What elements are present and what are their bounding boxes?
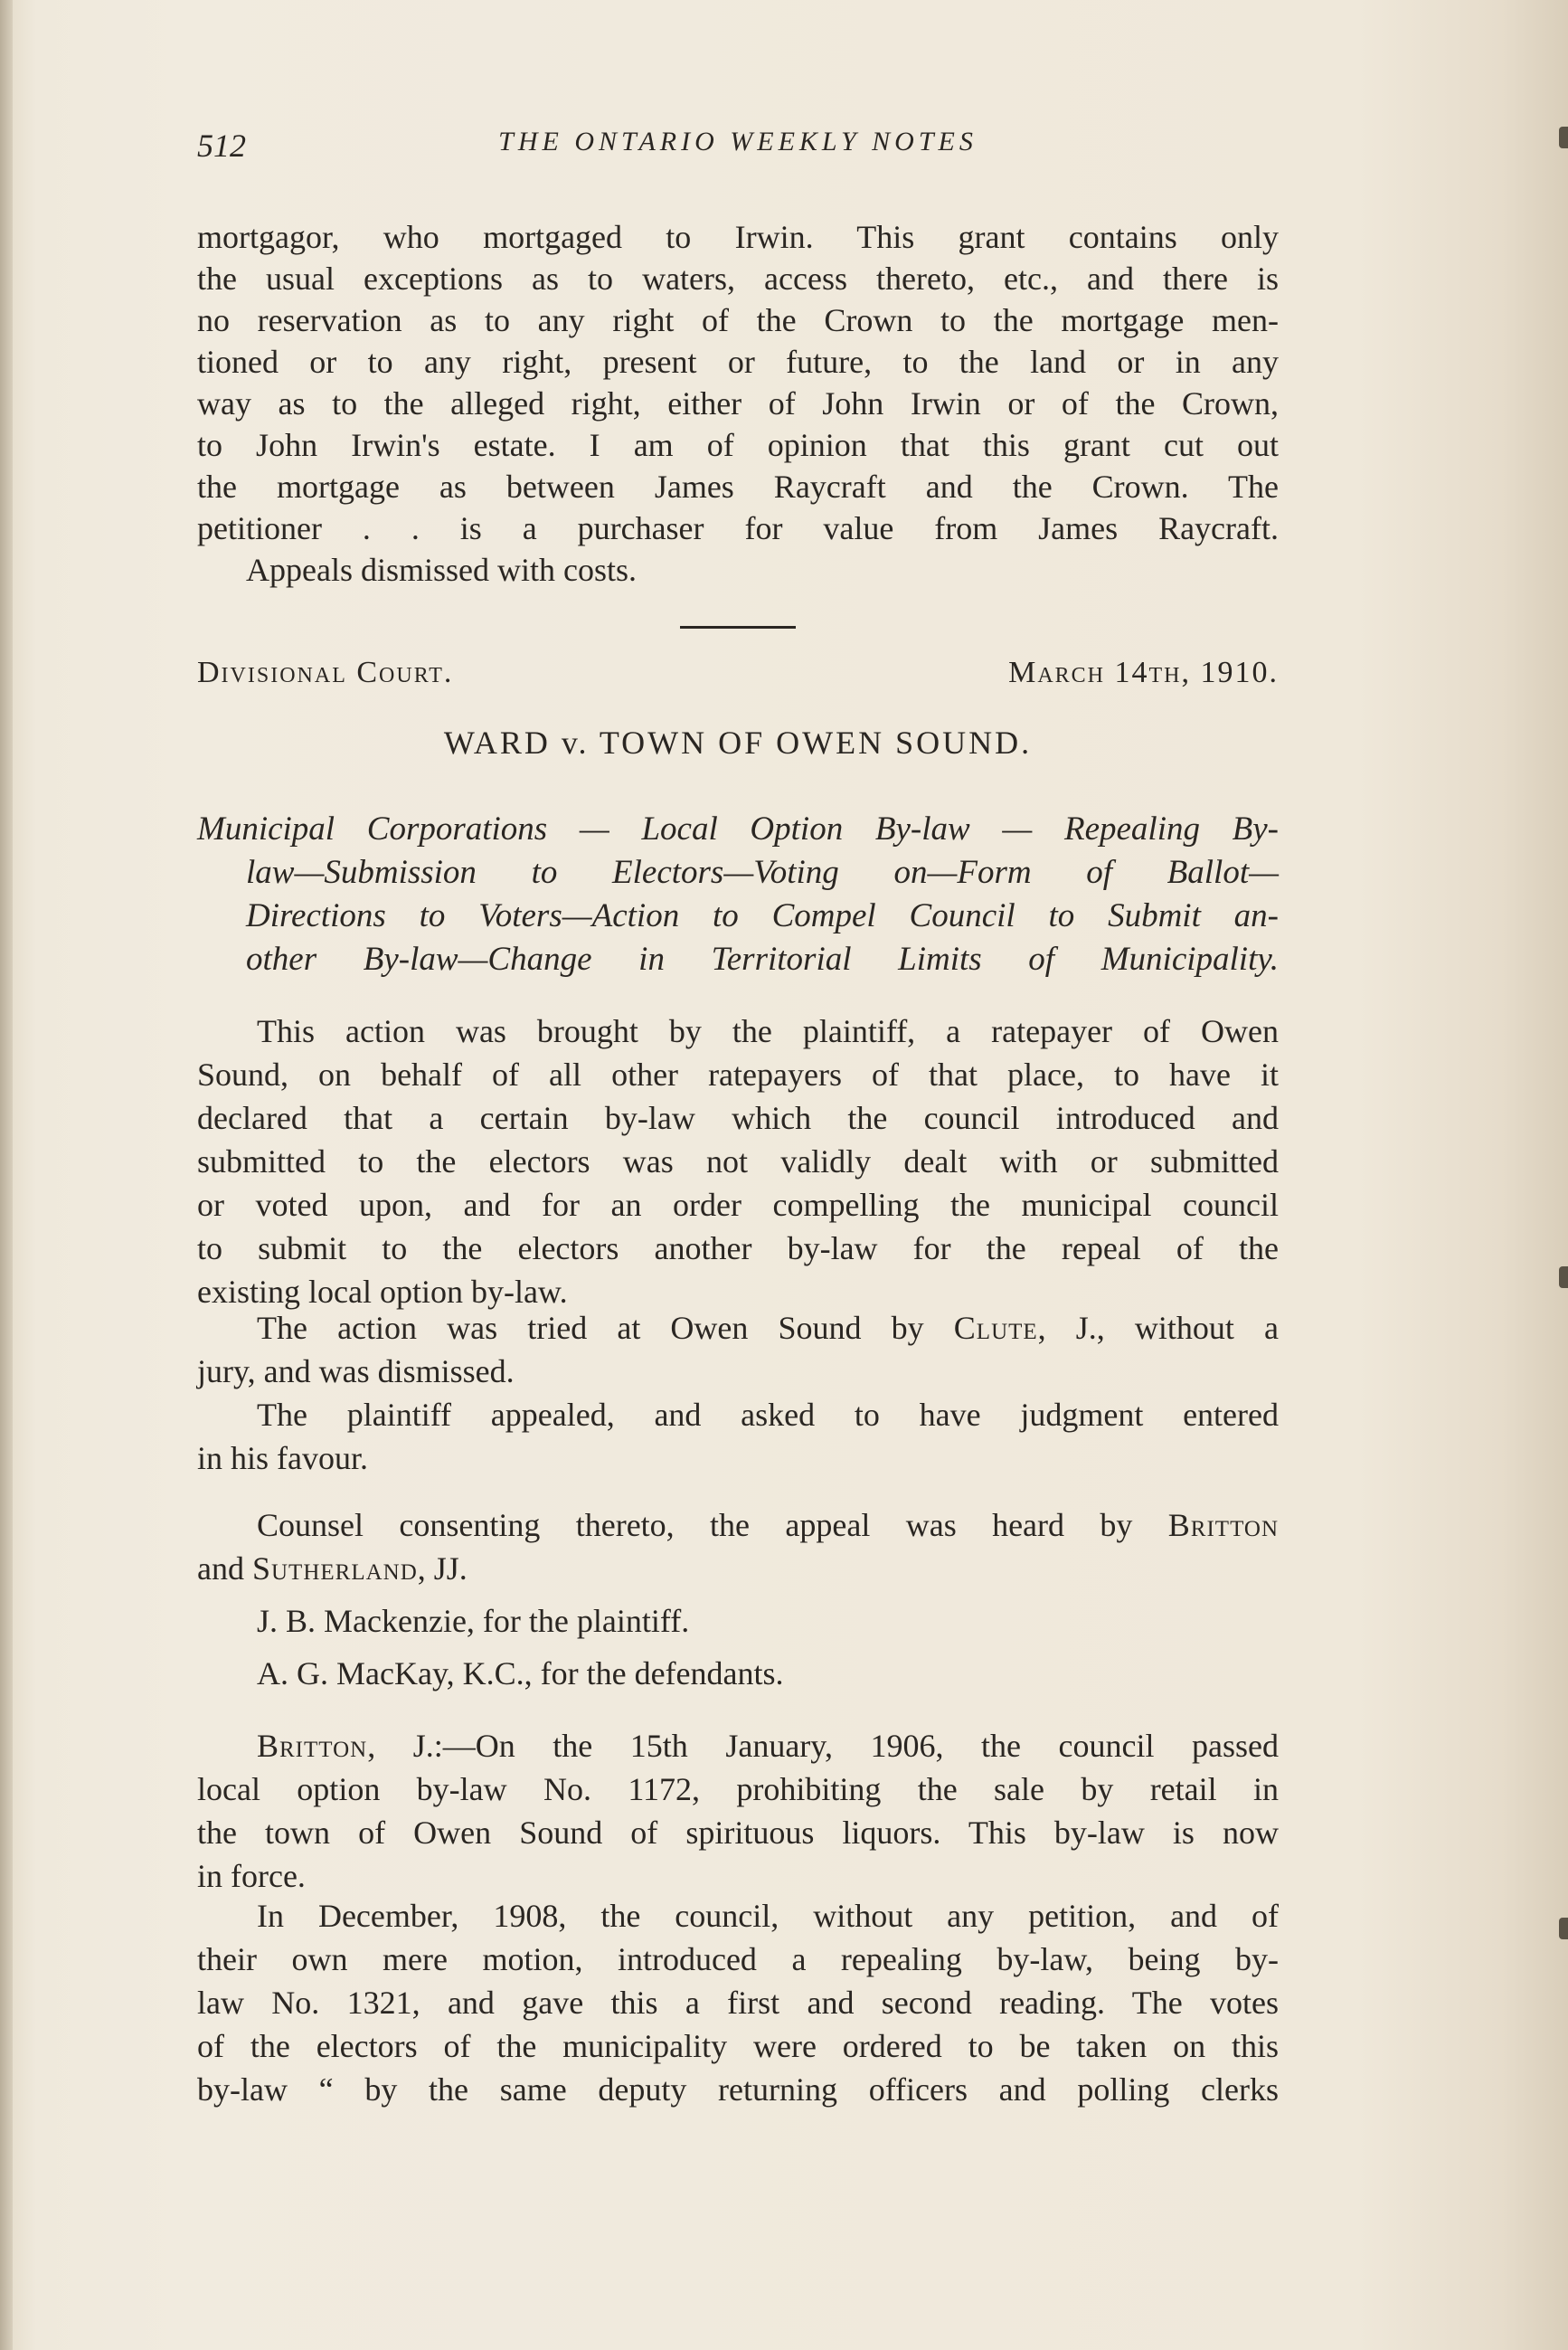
page-edge-mark [1559, 127, 1568, 148]
text-line: This action was brought by the plaintiff, a ratepayer of Owen [257, 1013, 1279, 1049]
counsel-line: A. G. MacKay, K.C., for the defendants. [257, 1655, 784, 1691]
court-name: Divisional Court. [197, 656, 454, 689]
headnote-line: Directions to Voters—Action to Compel Council to Submit an- [246, 897, 1279, 934]
text-line: to John Irwin's estate. I am of opinion that this grant cut out [197, 427, 1279, 463]
court-and-date [197, 653, 1279, 693]
text-line: tioned or to any right, present or future, to the land or in any [197, 344, 1279, 380]
text-line: In December, 1908, the council, without any petition, and of [257, 1898, 1279, 1934]
text-line: The plaintiff appealed, and asked to have judgment entered [257, 1397, 1279, 1433]
text-fragment: , J.:—On the 15th January, 1906, the council passed [367, 1728, 1279, 1764]
text-line: submitted to the electors was not validly dealt with or submitted [197, 1143, 1279, 1180]
text-line: the usual exceptions as to waters, access thereto, etc., and there is [197, 261, 1279, 297]
journal-title: THE ONTARIO WEEKLY NOTES [498, 127, 978, 156]
text-line: no reservation as to any right of the Crown to the mortgage men- [197, 302, 1279, 338]
judge-name: Clute [953, 1310, 1038, 1346]
text-line [197, 1549, 1279, 1588]
text-line: local option by-law No. 1172, prohibiting the sale by retail in [197, 1771, 1279, 1807]
section-divider [680, 626, 796, 629]
text-line: Sound, on behalf of all other ratepayers of that place, to have it [197, 1057, 1279, 1093]
case-title: WARD v. TOWN OF OWEN SOUND. [443, 725, 1033, 761]
text-line: in force. [197, 1858, 306, 1894]
text-line [197, 1726, 1279, 1766]
text-fragment: and [197, 1550, 244, 1587]
page-spine-shadow [0, 0, 13, 2350]
decision-date: March 14th, 1910. [1008, 656, 1279, 689]
text-line: the town of Owen Sound of spirituous liquors. This by-law is now [197, 1815, 1279, 1851]
text-line [197, 1505, 1279, 1545]
page-number: 512 [197, 128, 246, 164]
text-line: of the electors of the municipality were ordered to be taken on this [197, 2028, 1279, 2064]
running-head [197, 127, 1279, 172]
text-line: jury, and was dismissed. [197, 1353, 515, 1389]
disposition: Appeals dismissed with costs. [246, 552, 637, 588]
headnote-line: other By-law—Change in Territorial Limits of Municipality. [246, 941, 1279, 978]
text-fragment: , J., without a [1037, 1310, 1280, 1346]
page-edge-mark [1559, 1266, 1568, 1288]
judge-name: Sutherland [251, 1550, 418, 1587]
text-fragment: The action was tried at Owen Sound by [257, 1310, 924, 1346]
text-line: to submit to the electors another by-law for the repeal of the [197, 1230, 1279, 1266]
text-line: petitioner . . is a purchaser for value from James Raycraft. [197, 510, 1279, 546]
text-fragment: Counsel consenting thereto, the appeal was heard by [257, 1507, 1133, 1543]
text-line: way as to the alleged right, either of John Irwin or of the Crown, [197, 385, 1279, 422]
counsel-line: J. B. Mackenzie, for the plaintiff. [257, 1603, 690, 1639]
text-line: by-law “ by the same deputy returning officers and polling clerks [197, 2071, 1279, 2108]
judge-name: Britton [257, 1728, 368, 1764]
judge-name: Britton [1167, 1507, 1279, 1543]
page-edge-mark [1559, 1918, 1568, 1939]
text-line: in his favour. [197, 1440, 368, 1476]
text-line: their own mere motion, introduced a repealing by-law, being by- [197, 1941, 1279, 1977]
headnote-line: Municipal Corporations — Local Option By-law — Repealing By- [197, 810, 1279, 848]
text-line: the mortgage as between James Raycraft and the Crown. The [197, 469, 1279, 505]
text-line: law No. 1321, and gave this a first and second reading. The votes [197, 1985, 1279, 2021]
text-fragment: , JJ. [417, 1550, 468, 1587]
text-line: mortgagor, who mortgaged to Irwin. This grant contains only [197, 219, 1279, 255]
text-line [197, 1308, 1279, 1348]
text-line: existing local option by-law. [197, 1274, 568, 1310]
text-line: declared that a certain by-law which the council introduced and [197, 1100, 1279, 1136]
headnote-line: law—Submission to Electors—Voting on—Form of Ballot— [246, 854, 1279, 891]
text-line: or voted upon, and for an order compelling the municipal council [197, 1187, 1279, 1223]
